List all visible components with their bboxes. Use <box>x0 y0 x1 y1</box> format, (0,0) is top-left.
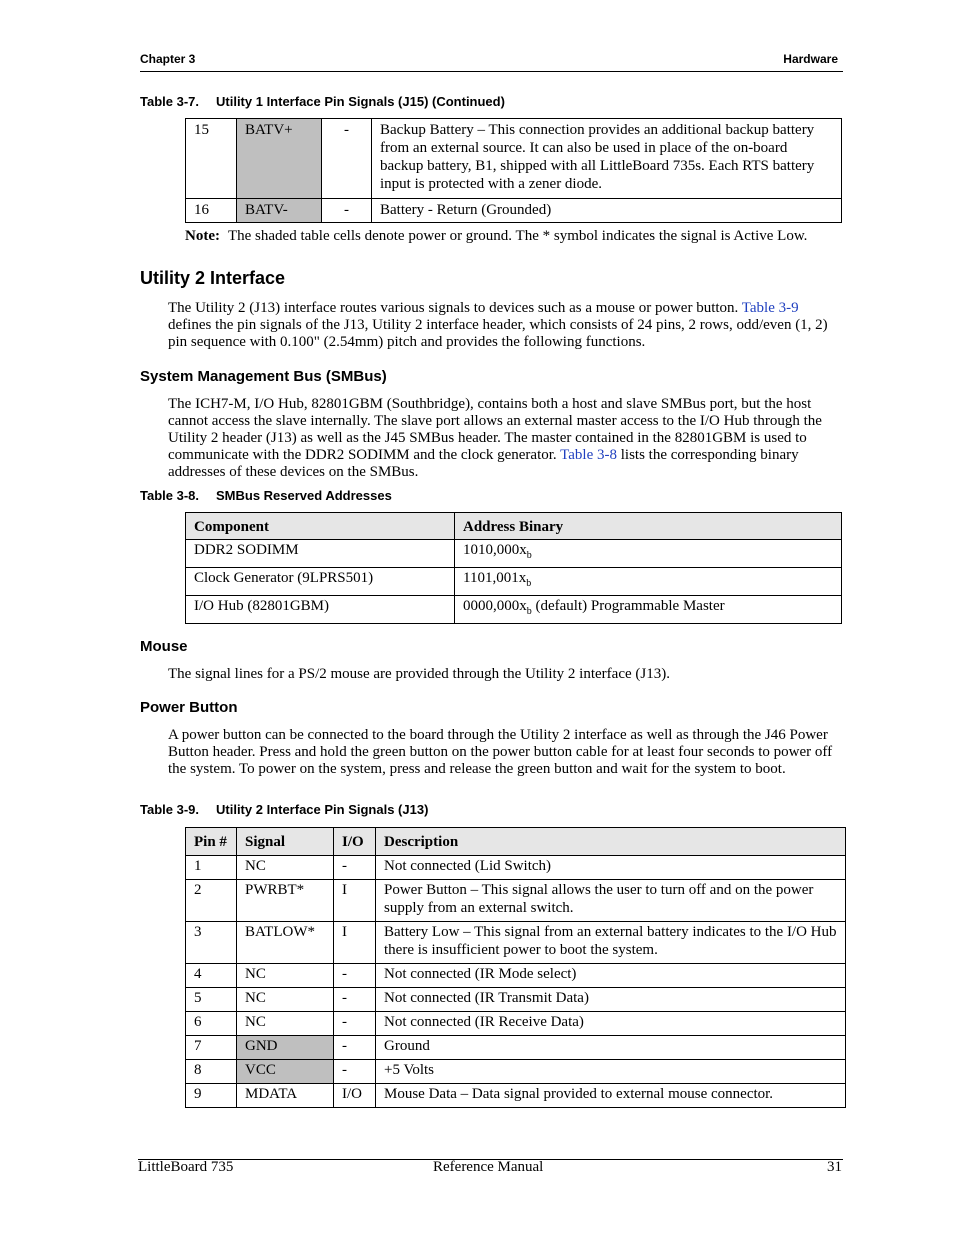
pin-cell: 9 <box>186 1084 237 1108</box>
component-cell: Clock Generator (9LPRS501) <box>186 568 455 596</box>
pin-cell: 6 <box>186 1012 237 1036</box>
section-heading-utility2: Utility 2 Interface <box>140 268 286 288</box>
description-cell: Battery - Return (Grounded) <box>372 199 842 223</box>
description-cell: Backup Battery – This connection provides an additional backup battery from an external source. It can also be used in place of the on-board backup battery, B1, shipped with all LittleBoard 735s. Each RTS battery input is protected with a zener diode. <box>372 119 842 199</box>
io-cell: I <box>334 880 376 922</box>
signal-cell: NC <box>237 1012 334 1036</box>
subsection-heading-power-button: Power Button <box>140 699 238 716</box>
pin-cell: 2 <box>186 880 237 922</box>
pin-cell: 3 <box>186 922 237 964</box>
pin-cell: 8 <box>186 1060 237 1084</box>
table-row <box>186 1036 846 1060</box>
header-chapter: Chapter 3 <box>140 52 196 66</box>
address-cell: $0000,000x_b$ (default) Programmable Master <box>455 596 842 624</box>
io-cell: - <box>322 119 372 199</box>
component-cell: I/O Hub (82801GBM) <box>186 596 455 624</box>
description-cell: Not connected (Lid Switch) <box>376 856 846 880</box>
table-3-7 <box>185 118 842 223</box>
utility2-paragraph: The Utility 2 (J13) interface routes various signals to devices such as a mouse or power button. Table 3-9 defines the pin signals of the J13, Utility 2 interface header, which consists of 24 pins, 2 rows, odd/even (1, 2) pin sequence with 0.100" (2.54mm) pitch and provides the following functions. <box>168 300 828 350</box>
table-row <box>186 540 842 568</box>
table-3-8-caption: Table 3-8. SMBus Reserved Addresses <box>140 488 392 503</box>
signal-cell: BATV- <box>237 199 322 223</box>
signal-cell: VCC <box>237 1060 334 1084</box>
table-row <box>186 1084 846 1108</box>
subsection-heading-mouse: Mouse <box>140 638 188 655</box>
table-3-8-link[interactable]: Table 3-8 <box>560 447 617 463</box>
io-cell: - <box>322 199 372 223</box>
table-3-8 <box>185 512 842 624</box>
pin-cell: 1 <box>186 856 237 880</box>
signal-cell: MDATA <box>237 1084 334 1108</box>
table-row <box>186 1060 846 1084</box>
description-cell: Mouse Data – Data signal provided to external mouse connector. <box>376 1084 846 1108</box>
column-header: Signal <box>237 828 334 856</box>
table-row <box>186 119 842 199</box>
header-rule <box>140 71 843 72</box>
pin-cell: 5 <box>186 988 237 1012</box>
table-row <box>186 964 846 988</box>
table-row <box>186 568 842 596</box>
io-cell: - <box>334 1012 376 1036</box>
note-label: Note: <box>185 228 220 244</box>
mouse-paragraph: The signal lines for a PS/2 mouse are provided through the Utility 2 interface (J13). <box>168 666 670 682</box>
pin-cell: 15 <box>186 119 237 199</box>
note-text: The shaded table cells denote power or ground. The * symbol indicates the signal is Active Low. <box>227 228 808 244</box>
description-cell: +5 Volts <box>376 1060 846 1084</box>
footer-manual: Reference Manual <box>433 1159 544 1175</box>
io-cell: - <box>334 964 376 988</box>
footer-product: LittleBoard 735 <box>138 1159 234 1175</box>
address-cell: $1010,000x_b$ <box>455 540 842 568</box>
column-header: Pin # <box>186 828 237 856</box>
column-header: Component <box>186 513 455 540</box>
table-header-row <box>186 828 846 856</box>
io-cell: - <box>334 1036 376 1060</box>
signal-cell: NC <box>237 856 334 880</box>
signal-cell: GND <box>237 1036 334 1060</box>
pin-cell: 7 <box>186 1036 237 1060</box>
signal-cell: BATLOW* <box>237 922 334 964</box>
table-row <box>186 880 846 922</box>
pin-cell: 16 <box>186 199 237 223</box>
table-3-7-caption: Table 3-7. Utility 1 Interface Pin Signals (J15) (Continued) <box>140 94 505 109</box>
table-3-9-caption: Table 3-9. Utility 2 Interface Pin Signals (J13) <box>140 802 429 817</box>
column-header: Description <box>376 828 846 856</box>
description-cell: Ground <box>376 1036 846 1060</box>
description-cell: Power Button – This signal allows the user to turn off and on the power supply from an external switch. <box>376 880 846 922</box>
table-row <box>186 596 842 624</box>
table-3-9-link[interactable]: Table 3-9 <box>741 300 799 316</box>
signal-cell: NC <box>237 964 334 988</box>
description-cell: Battery Low – This signal from an external battery indicates to the I/O Hub there is insufficient power to boot the system. <box>376 922 846 964</box>
table-row <box>186 199 842 223</box>
io-cell: I/O <box>334 1084 376 1108</box>
description-cell: Not connected (IR Receive Data) <box>376 1012 846 1036</box>
table-row <box>186 988 846 1012</box>
signal-cell: PWRBT* <box>237 880 334 922</box>
table-note <box>185 228 807 245</box>
table-row <box>186 856 846 880</box>
signal-cell: BATV+ <box>237 119 322 199</box>
power-button-paragraph: A power button can be connected to the board through the Utility 2 interface as well as through the J46 Power Button header. Press and hold the green button on the power button cable for at least four seconds to power off the system. To power on the system, press and release the green button and wait for the system to boot. <box>168 727 833 777</box>
pin-cell: 4 <box>186 964 237 988</box>
component-cell: DDR2 SODIMM <box>186 540 455 568</box>
smbus-paragraph: The ICH7-M, I/O Hub, 82801GBM (Southbridge), contains both a host and slave SMBus port, but the host cannot access the slave internally. The slave port allows an external master access to the I/O Hub through the Utility 2 header (J13) as well as the J45 SMBus header. The master contained in the 82801GBM is used to communicate with the DDR2 SODIMM and the clock generator. Table 3-8 lists the corresponding binary addresses of these devices on the SMBus. <box>168 396 822 480</box>
column-header: I/O <box>334 828 376 856</box>
address-cell: $1101,001x_b$ <box>455 568 842 596</box>
table-header-row <box>186 513 842 540</box>
column-header: Address Binary <box>455 513 842 540</box>
footer-page-number: 31 <box>827 1159 842 1175</box>
signal-cell: NC <box>237 988 334 1012</box>
io-cell: - <box>334 1060 376 1084</box>
io-cell: - <box>334 988 376 1012</box>
io-cell: I <box>334 922 376 964</box>
description-cell: Not connected (IR Mode select) <box>376 964 846 988</box>
io-cell: - <box>334 856 376 880</box>
table-row <box>186 1012 846 1036</box>
description-cell: Not connected (IR Transmit Data) <box>376 988 846 1012</box>
table-row <box>186 922 846 964</box>
subsection-heading-smbus: System Management Bus (SMBus) <box>140 368 387 385</box>
header-section: Hardware <box>783 52 838 66</box>
table-3-9 <box>185 827 846 1108</box>
